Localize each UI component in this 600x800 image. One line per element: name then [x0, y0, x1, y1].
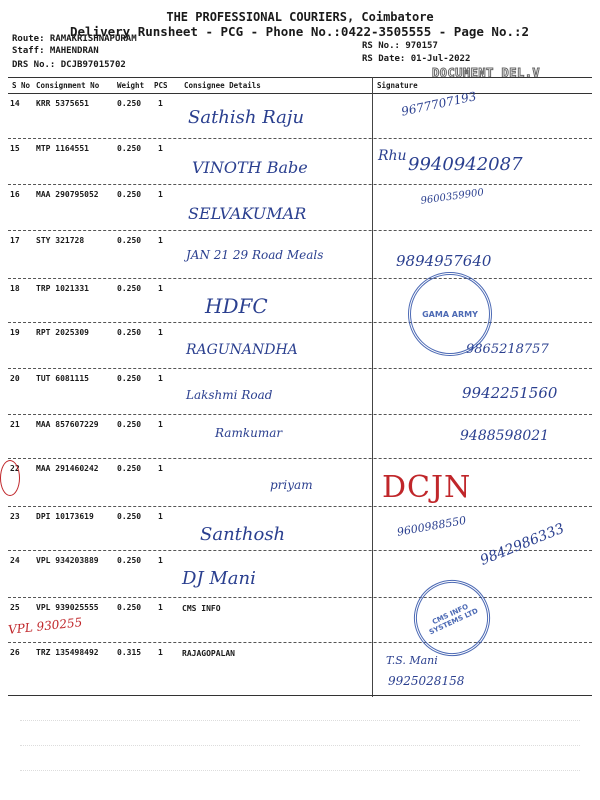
rs-date: RS Date: 01-Jul-2022 — [362, 54, 471, 64]
row-weight: 0.250 — [117, 99, 142, 108]
row-weight: 0.250 — [117, 420, 142, 429]
row-signature: 9942251560 — [462, 384, 558, 402]
row-consignee: Sathish Raju — [188, 107, 305, 128]
row-separator — [8, 506, 592, 507]
row-separator — [8, 597, 592, 598]
header-top-rule — [8, 77, 592, 78]
row-pcs: 1 — [158, 464, 163, 473]
row-consignment-no: TRP 1021331 — [36, 284, 89, 293]
signature-column-divider — [372, 77, 373, 697]
row-sno: 24 — [10, 556, 20, 565]
row-sno: 26 — [10, 648, 20, 657]
rs-number: RS No.: 970157 — [362, 41, 438, 51]
row22-red-signature: DCJN — [382, 470, 472, 505]
row22-red-circle — [0, 460, 20, 496]
row-separator — [8, 414, 592, 415]
row-consignee: Santhosh — [200, 524, 286, 545]
row-pcs: 1 — [158, 603, 163, 612]
row-consignee: Lakshmi Road — [186, 388, 273, 402]
header-bottom-rule — [8, 93, 592, 94]
row-separator — [8, 642, 592, 643]
row-pcs: 1 — [158, 284, 163, 293]
row-pcs: 1 — [158, 374, 163, 383]
row25-red-note: VPL 930255 — [7, 615, 83, 637]
document-delivery-stamp: DOCUMENT DEL.V — [432, 66, 541, 80]
row-signature: 9940942087 — [408, 154, 523, 175]
row-consignee: RAJAGOPALAN — [182, 649, 235, 658]
row-signature: 9677707193 — [400, 89, 478, 119]
row-signature: 9865218757 — [466, 342, 549, 357]
row-signature: 9600988550 — [396, 513, 468, 539]
row-sno: 20 — [10, 374, 20, 383]
row-pcs: 1 — [158, 556, 163, 565]
row-pcs: 1 — [158, 420, 163, 429]
row-weight: 0.250 — [117, 144, 142, 153]
row-consignee: JAN 21 29 Road Meals — [186, 248, 324, 262]
row-weight: 0.250 — [117, 190, 142, 199]
row-consignee: VINOTH Babe — [192, 158, 308, 177]
row-sno: 17 — [10, 236, 20, 245]
col-header-weight: Weight — [117, 81, 145, 90]
row-consignment-no: TRZ 135498492 — [36, 648, 99, 657]
row-sno: 14 — [10, 99, 20, 108]
row-consignment-no: STY 321728 — [36, 236, 85, 245]
row-separator — [8, 230, 592, 231]
row-weight: 0.250 — [117, 556, 142, 565]
row-sno: 15 — [10, 144, 20, 153]
row-weight: 0.250 — [117, 512, 142, 521]
row-sno: 23 — [10, 512, 20, 521]
faint-line — [20, 745, 580, 746]
drs-number: DRS No.: DCJB97015702 — [12, 60, 126, 70]
row-consignee: HDFC — [205, 294, 268, 318]
row-consignment-no: MAA 291460242 — [36, 464, 99, 473]
row-consignment-no: VPL 934203889 — [36, 556, 99, 565]
gama-stamp-text: GAMA ARMY — [422, 309, 478, 319]
row-weight: 0.250 — [117, 236, 142, 245]
faint-line — [20, 770, 580, 771]
row-sno: 16 — [10, 190, 20, 199]
row-consignee: Ramkumar — [215, 426, 283, 440]
row-consignee: priyam — [270, 478, 313, 492]
row-consignee: RAGUNANDHA — [186, 342, 298, 358]
row-sno: 21 — [10, 420, 20, 429]
row-pcs: 1 — [158, 236, 163, 245]
row-separator — [8, 458, 592, 459]
row-sno: 25 — [10, 603, 20, 612]
faint-line — [20, 720, 580, 721]
row-pcs: 1 — [158, 648, 163, 657]
row-consignment-no: DPI 10173619 — [36, 512, 94, 521]
row-consignment-no: KRR 5375651 — [36, 99, 89, 108]
row-consignment-no: MTP 1164551 — [36, 144, 89, 153]
row15-signature-prefix: Rhu — [378, 148, 407, 164]
company-title: THE PROFESSIONAL COURIERS, Coimbatore — [166, 10, 434, 24]
row-weight: 0.250 — [117, 328, 142, 337]
row-weight: 0.315 — [117, 648, 142, 657]
route-label: Route: RAMAKRISHNAPURAM — [12, 34, 137, 44]
row-signature: 9894957640 — [396, 252, 492, 270]
row-separator — [8, 138, 592, 139]
col-header-consignee: Consignee Details — [184, 81, 261, 90]
row-signature: 9842986333 — [478, 520, 567, 569]
row-sno: 22 — [10, 464, 20, 473]
row-consignee: DJ Mani — [182, 568, 256, 589]
row-consignment-no: TUT 6081115 — [36, 374, 89, 383]
row-separator — [8, 322, 592, 323]
row-weight: 0.250 — [117, 374, 142, 383]
row-pcs: 1 — [158, 328, 163, 337]
row-signature: 9600359900 — [420, 187, 485, 207]
row-weight: 0.250 — [117, 603, 142, 612]
cms-stamp-text: CMS INFO SYSTEMS LTD — [427, 602, 480, 637]
row-separator — [8, 184, 592, 185]
row-separator — [8, 368, 592, 369]
row-pcs: 1 — [158, 512, 163, 521]
row-consignment-no: MAA 857607229 — [36, 420, 99, 429]
staff-label: Staff: MAHENDRAN — [12, 46, 99, 56]
row-pcs: 1 — [158, 190, 163, 199]
col-header-pcs: PCS — [154, 81, 168, 90]
row-consignment-no: MAA 290795052 — [36, 190, 99, 199]
runsheet-title: Delivery Runsheet - PCG - Phone No.:0422-3505555 - Page No.:2 — [70, 24, 530, 39]
row-sno: 19 — [10, 328, 20, 337]
row-consignee: SELVAKUMAR — [188, 204, 307, 223]
row-consignee: CMS INFO — [182, 604, 221, 613]
col-header-consignment: Consignment No — [36, 81, 100, 90]
row-separator — [8, 695, 592, 696]
col-header-signature: Signature — [377, 81, 418, 90]
row-signature: 9925028158 — [388, 674, 465, 688]
row26-signature-name: T.S. Mani — [386, 654, 438, 667]
row-sno: 18 — [10, 284, 20, 293]
row-pcs: 1 — [158, 144, 163, 153]
row-separator — [8, 278, 592, 279]
row-consignment-no: VPL 939025555 — [36, 603, 99, 612]
row-signature: 9488598021 — [460, 428, 550, 444]
gama-army-stamp — [408, 272, 492, 356]
row-pcs: 1 — [158, 99, 163, 108]
row-weight: 0.250 — [117, 284, 142, 293]
row-consignment-no: RPT 2025309 — [36, 328, 89, 337]
row-weight: 0.250 — [117, 464, 142, 473]
col-header-sno: S No — [12, 81, 31, 90]
